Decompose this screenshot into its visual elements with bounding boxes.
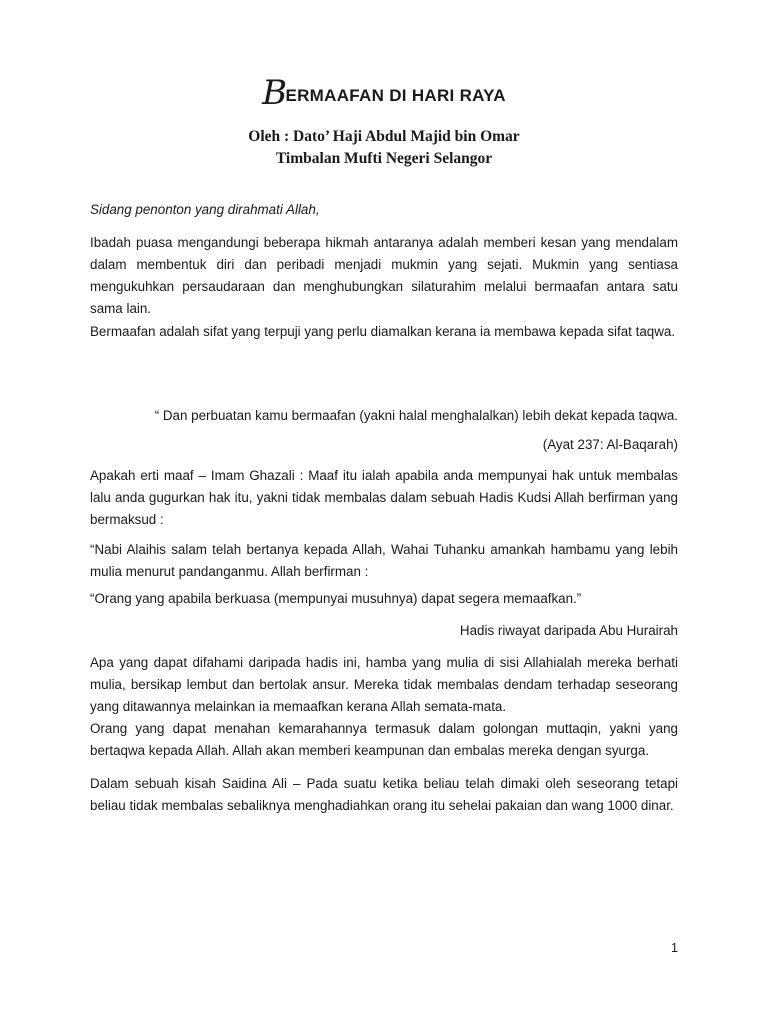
page-number: 1 [671, 941, 678, 955]
document-title [0, 73, 768, 113]
hadis-reference: Hadis riwayat daripada Abu Hurairah [459, 623, 678, 638]
paragraph-5: “Orang yang apabila berkuasa (mempunyai musuhnya) dapat segera memaafkan.” [90, 591, 582, 606]
paragraph-4: “Nabi Alaihis salam telah bertanya kepada Allah, Wahai Tuhanku amankah hambamu yang lebih mulia menurut pandanganmu. Allah berfirman : [90, 542, 678, 579]
paragraph-1: Ibadah puasa mengandungi beberapa hikmah antaranya adalah memberi kesan yang mendalam dalam membentuk diri dan peribadi menjadi mukmin yang sejati. Mukmin yang sentiasa mengukuhkan persaudaraan dan menghubungkan silaturahim melalui bermaafan antara satu sama lain. [90, 235, 678, 316]
quran-quote: “ Dan perbuatan kamu bermaafan (yakni halal menghalalkan) lebih dekat kepada taqwa. [154, 408, 678, 423]
author-block [0, 126, 768, 170]
paragraph-3: Apakah erti maaf – Imam Ghazali : Maaf itu ialah apabila anda mempunyai hak untuk membalas lalu anda gugurkan hak itu, yakni tidak membalas dalam sebuah Hadis Kudsi Allah berfirman yang bermaksud : [90, 468, 678, 527]
title-text: ERMAAFAN DI HARI RAYA [285, 86, 506, 105]
author-line: Oleh : Dato’ Haji Abdul Majid bin Omar [248, 128, 520, 145]
ayat-reference: (Ayat 237: Al-Baqarah) [542, 437, 678, 452]
greeting: Sidang penonton yang dirahmati Allah, [90, 202, 320, 217]
paragraph-2: Bermaafan adalah sifat yang terpuji yang perlu diamalkan kerana ia membawa kepada sifat taqwa. [90, 324, 676, 339]
title-initial: B [262, 73, 288, 113]
author-position: Timbalan Mufti Negeri Selangor [275, 150, 493, 167]
paragraph-7: Orang yang dapat menahan kemarahannya termasuk dalam golongan muttaqin, yakni yang bertaqwa kepada Allah. Allah akan memberi keampunan dan embalas mereka dengan syurga. [90, 721, 678, 758]
paragraph-8: Dalam sebuah kisah Saidina Ali – Pada suatu ketika beliau telah dimaki oleh seseorang tetapi beliau tidak membalas sebaliknya menghadiahkan orang itu sehelai pakaian dan wang 1000 dinar. [90, 776, 678, 813]
paragraph-6: Apa yang dapat difahami daripada hadis ini, hamba yang mulia di sisi Allahialah mereka berhati mulia, bersikap lembut dan bertolak ansur. Mereka tidak membalas dendam terhadap seseorang yang ditawannya melainkan ia memaafkan kerana Allah semata-mata. [90, 655, 678, 714]
